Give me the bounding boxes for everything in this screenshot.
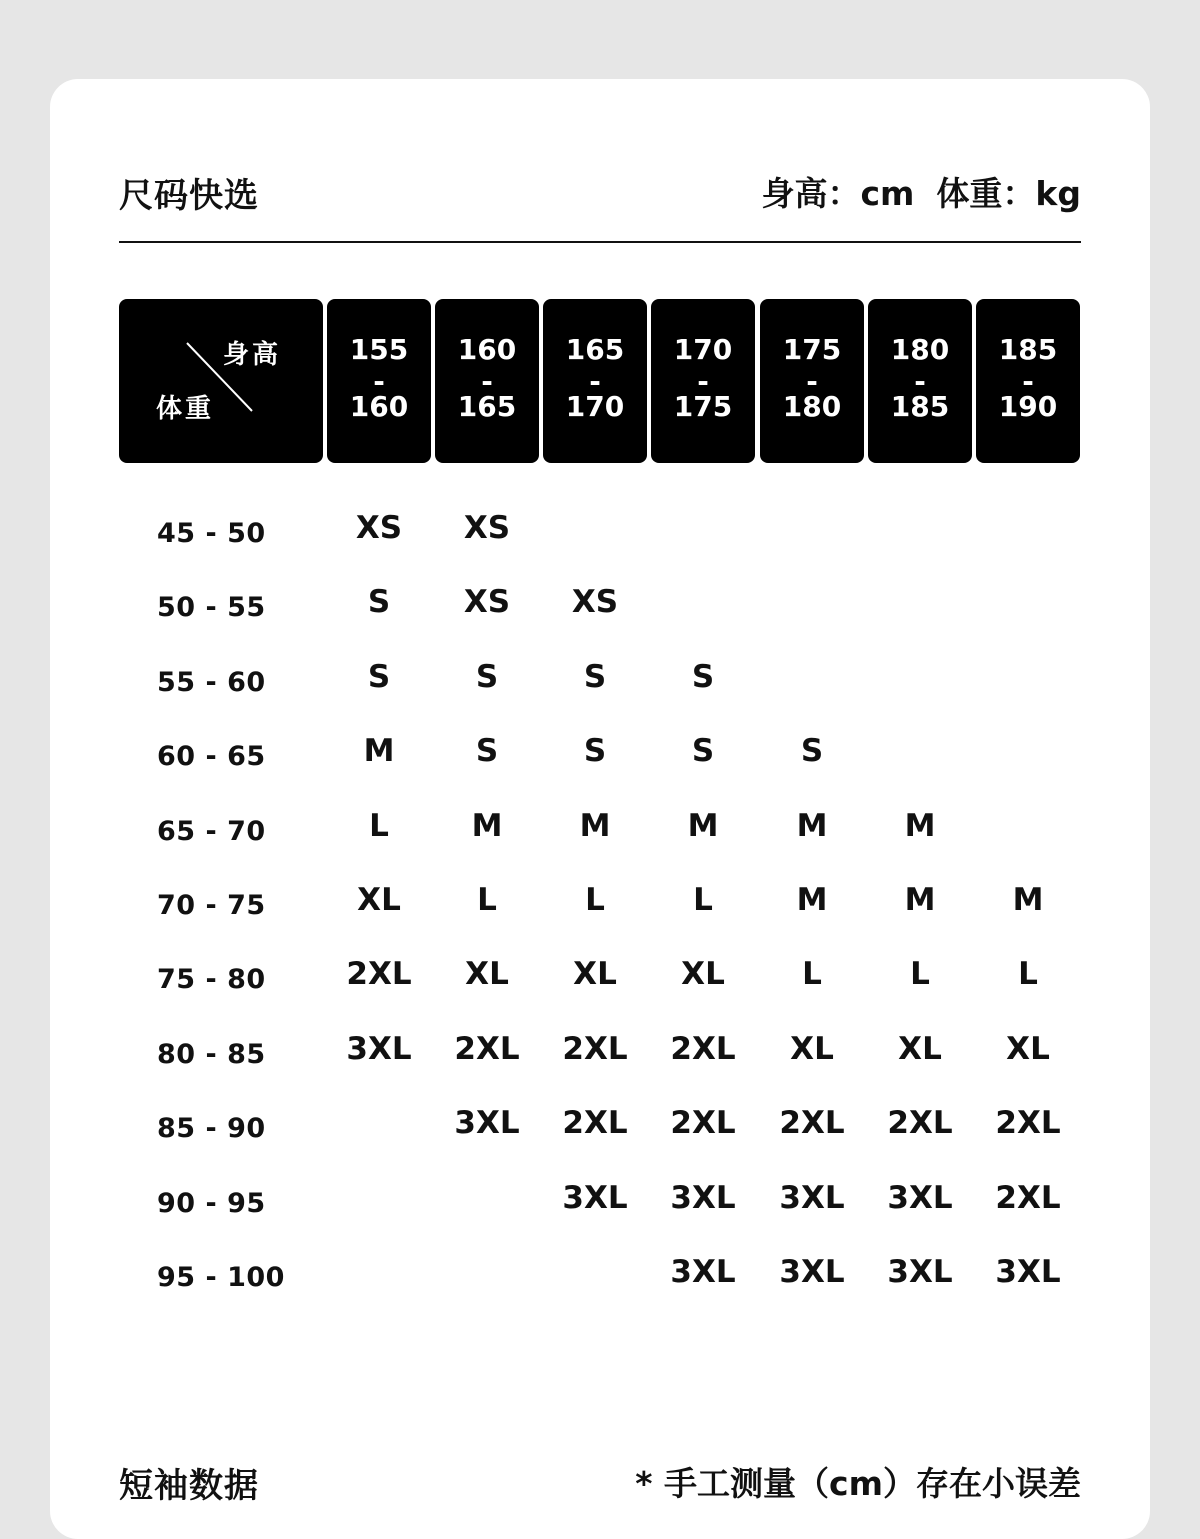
height-value: 175 — [782, 333, 842, 366]
range-separator: - — [914, 365, 926, 398]
size-cell: 2XL — [779, 1105, 845, 1141]
weight-range-label: 55 - 60 — [157, 667, 266, 698]
size-cell: M — [904, 808, 936, 844]
size-cell: 2XL — [562, 1105, 628, 1141]
height-value: 170 — [565, 390, 625, 423]
height-column-header — [651, 299, 755, 463]
height-column-header — [543, 299, 647, 463]
size-cell: 3XL — [346, 1031, 412, 1067]
height-value: 185 — [998, 333, 1058, 366]
height-unit: 身高：cm — [761, 174, 915, 213]
table-row — [119, 1254, 1081, 1294]
size-cell: S — [583, 733, 607, 769]
size-cell: XS — [355, 510, 403, 546]
size-cell: XS — [463, 584, 511, 620]
size-cell: M — [363, 733, 395, 769]
size-cell: 2XL — [346, 956, 412, 992]
weight-range-label: 80 - 85 — [157, 1039, 266, 1070]
diagonal-divider — [119, 299, 323, 463]
size-cell: XL — [573, 956, 617, 992]
table-row — [119, 956, 1081, 996]
size-cell: S — [583, 659, 607, 695]
size-cell: S — [475, 733, 499, 769]
size-cell: L — [802, 956, 822, 992]
weight-range-label: 70 - 75 — [157, 890, 266, 921]
size-cell: S — [800, 733, 824, 769]
size-cell: XL — [465, 956, 509, 992]
height-value: 175 — [673, 390, 733, 423]
height-column-header — [327, 299, 431, 463]
size-cell: 2XL — [670, 1031, 736, 1067]
size-cell: S — [367, 584, 391, 620]
table-row — [119, 1031, 1081, 1071]
corner-cell — [119, 299, 323, 463]
table-row — [119, 659, 1081, 699]
size-cell: 2XL — [887, 1105, 953, 1141]
weight-range-label: 85 - 90 — [157, 1113, 266, 1144]
size-cell: M — [796, 882, 828, 918]
height-value: 165 — [457, 390, 517, 423]
header-divider — [119, 241, 1081, 243]
weight-range-label: 45 - 50 — [157, 518, 266, 549]
size-cell: M — [579, 808, 611, 844]
size-cell: 3XL — [887, 1254, 953, 1290]
height-value: 155 — [349, 333, 409, 366]
size-cell: XS — [463, 510, 511, 546]
size-cell: 3XL — [779, 1254, 845, 1290]
height-value: 160 — [349, 390, 409, 423]
height-axis-label: 身高 — [223, 340, 282, 370]
table-row — [119, 733, 1081, 773]
measurement-note: * 手工测量（cm）存在小误差 — [635, 1464, 1081, 1503]
size-cell: L — [477, 882, 497, 918]
size-cell: S — [691, 733, 715, 769]
weight-axis-label: 体重 — [156, 394, 215, 424]
size-cell: M — [904, 882, 936, 918]
page-title: 尺码快选 — [119, 176, 259, 216]
height-value: 170 — [673, 333, 733, 366]
size-cell: 2XL — [995, 1105, 1061, 1141]
size-cell: 3XL — [454, 1105, 520, 1141]
size-cell: L — [1018, 956, 1038, 992]
height-value: 165 — [565, 333, 625, 366]
height-column-header — [760, 299, 864, 463]
size-cell: 3XL — [995, 1254, 1061, 1290]
weight-range-label: 75 - 80 — [157, 964, 266, 995]
size-cell: 2XL — [670, 1105, 736, 1141]
size-cell: L — [693, 882, 713, 918]
range-separator: - — [697, 365, 709, 398]
size-cell: S — [475, 659, 499, 695]
weight-unit: 体重：kg — [936, 174, 1081, 213]
size-cell: L — [585, 882, 605, 918]
size-cell: 3XL — [670, 1180, 736, 1216]
range-separator: - — [1022, 365, 1034, 398]
weight-range-label: 50 - 55 — [157, 592, 266, 623]
height-value: 180 — [890, 333, 950, 366]
size-cell: M — [471, 808, 503, 844]
range-separator: - — [589, 365, 601, 398]
weight-range-label: 60 - 65 — [157, 741, 266, 772]
size-cell: S — [367, 659, 391, 695]
size-cell: L — [369, 808, 389, 844]
height-value: 180 — [782, 390, 842, 423]
size-cell: 2XL — [454, 1031, 520, 1067]
size-cell: L — [910, 956, 930, 992]
table-row — [119, 1180, 1081, 1220]
height-column-header — [868, 299, 972, 463]
table-row — [119, 882, 1081, 922]
table-row — [119, 510, 1081, 550]
size-cell: XS — [571, 584, 619, 620]
chart-header — [119, 166, 1081, 216]
size-cell: M — [687, 808, 719, 844]
size-cell: XL — [1006, 1031, 1050, 1067]
size-cell: XL — [681, 956, 725, 992]
height-column-header — [976, 299, 1080, 463]
size-cell: M — [796, 808, 828, 844]
size-cell: 3XL — [670, 1254, 736, 1290]
size-cell: 3XL — [779, 1180, 845, 1216]
table-row — [119, 584, 1081, 624]
range-separator: - — [806, 365, 818, 398]
height-value: 160 — [457, 333, 517, 366]
size-cell: 3XL — [562, 1180, 628, 1216]
size-cell: 2XL — [995, 1180, 1061, 1216]
section-title: 短袖数据 — [119, 1466, 259, 1506]
weight-range-label: 65 - 70 — [157, 816, 266, 847]
size-cell: XL — [898, 1031, 942, 1067]
size-cell: 3XL — [887, 1180, 953, 1216]
weight-range-label: 95 - 100 — [157, 1262, 285, 1293]
table-row — [119, 1105, 1081, 1145]
height-value: 190 — [998, 390, 1058, 423]
size-cell: 2XL — [562, 1031, 628, 1067]
size-cell: XL — [790, 1031, 834, 1067]
unit-legend — [761, 168, 1081, 215]
range-separator: - — [481, 365, 493, 398]
table-row — [119, 808, 1081, 848]
size-cell: XL — [357, 882, 401, 918]
size-cell: M — [1012, 882, 1044, 918]
size-cell: S — [691, 659, 715, 695]
height-column-header — [435, 299, 539, 463]
height-value: 185 — [890, 390, 950, 423]
weight-range-label: 90 - 95 — [157, 1188, 266, 1219]
range-separator: - — [373, 365, 385, 398]
section-footer — [119, 1458, 1081, 1506]
